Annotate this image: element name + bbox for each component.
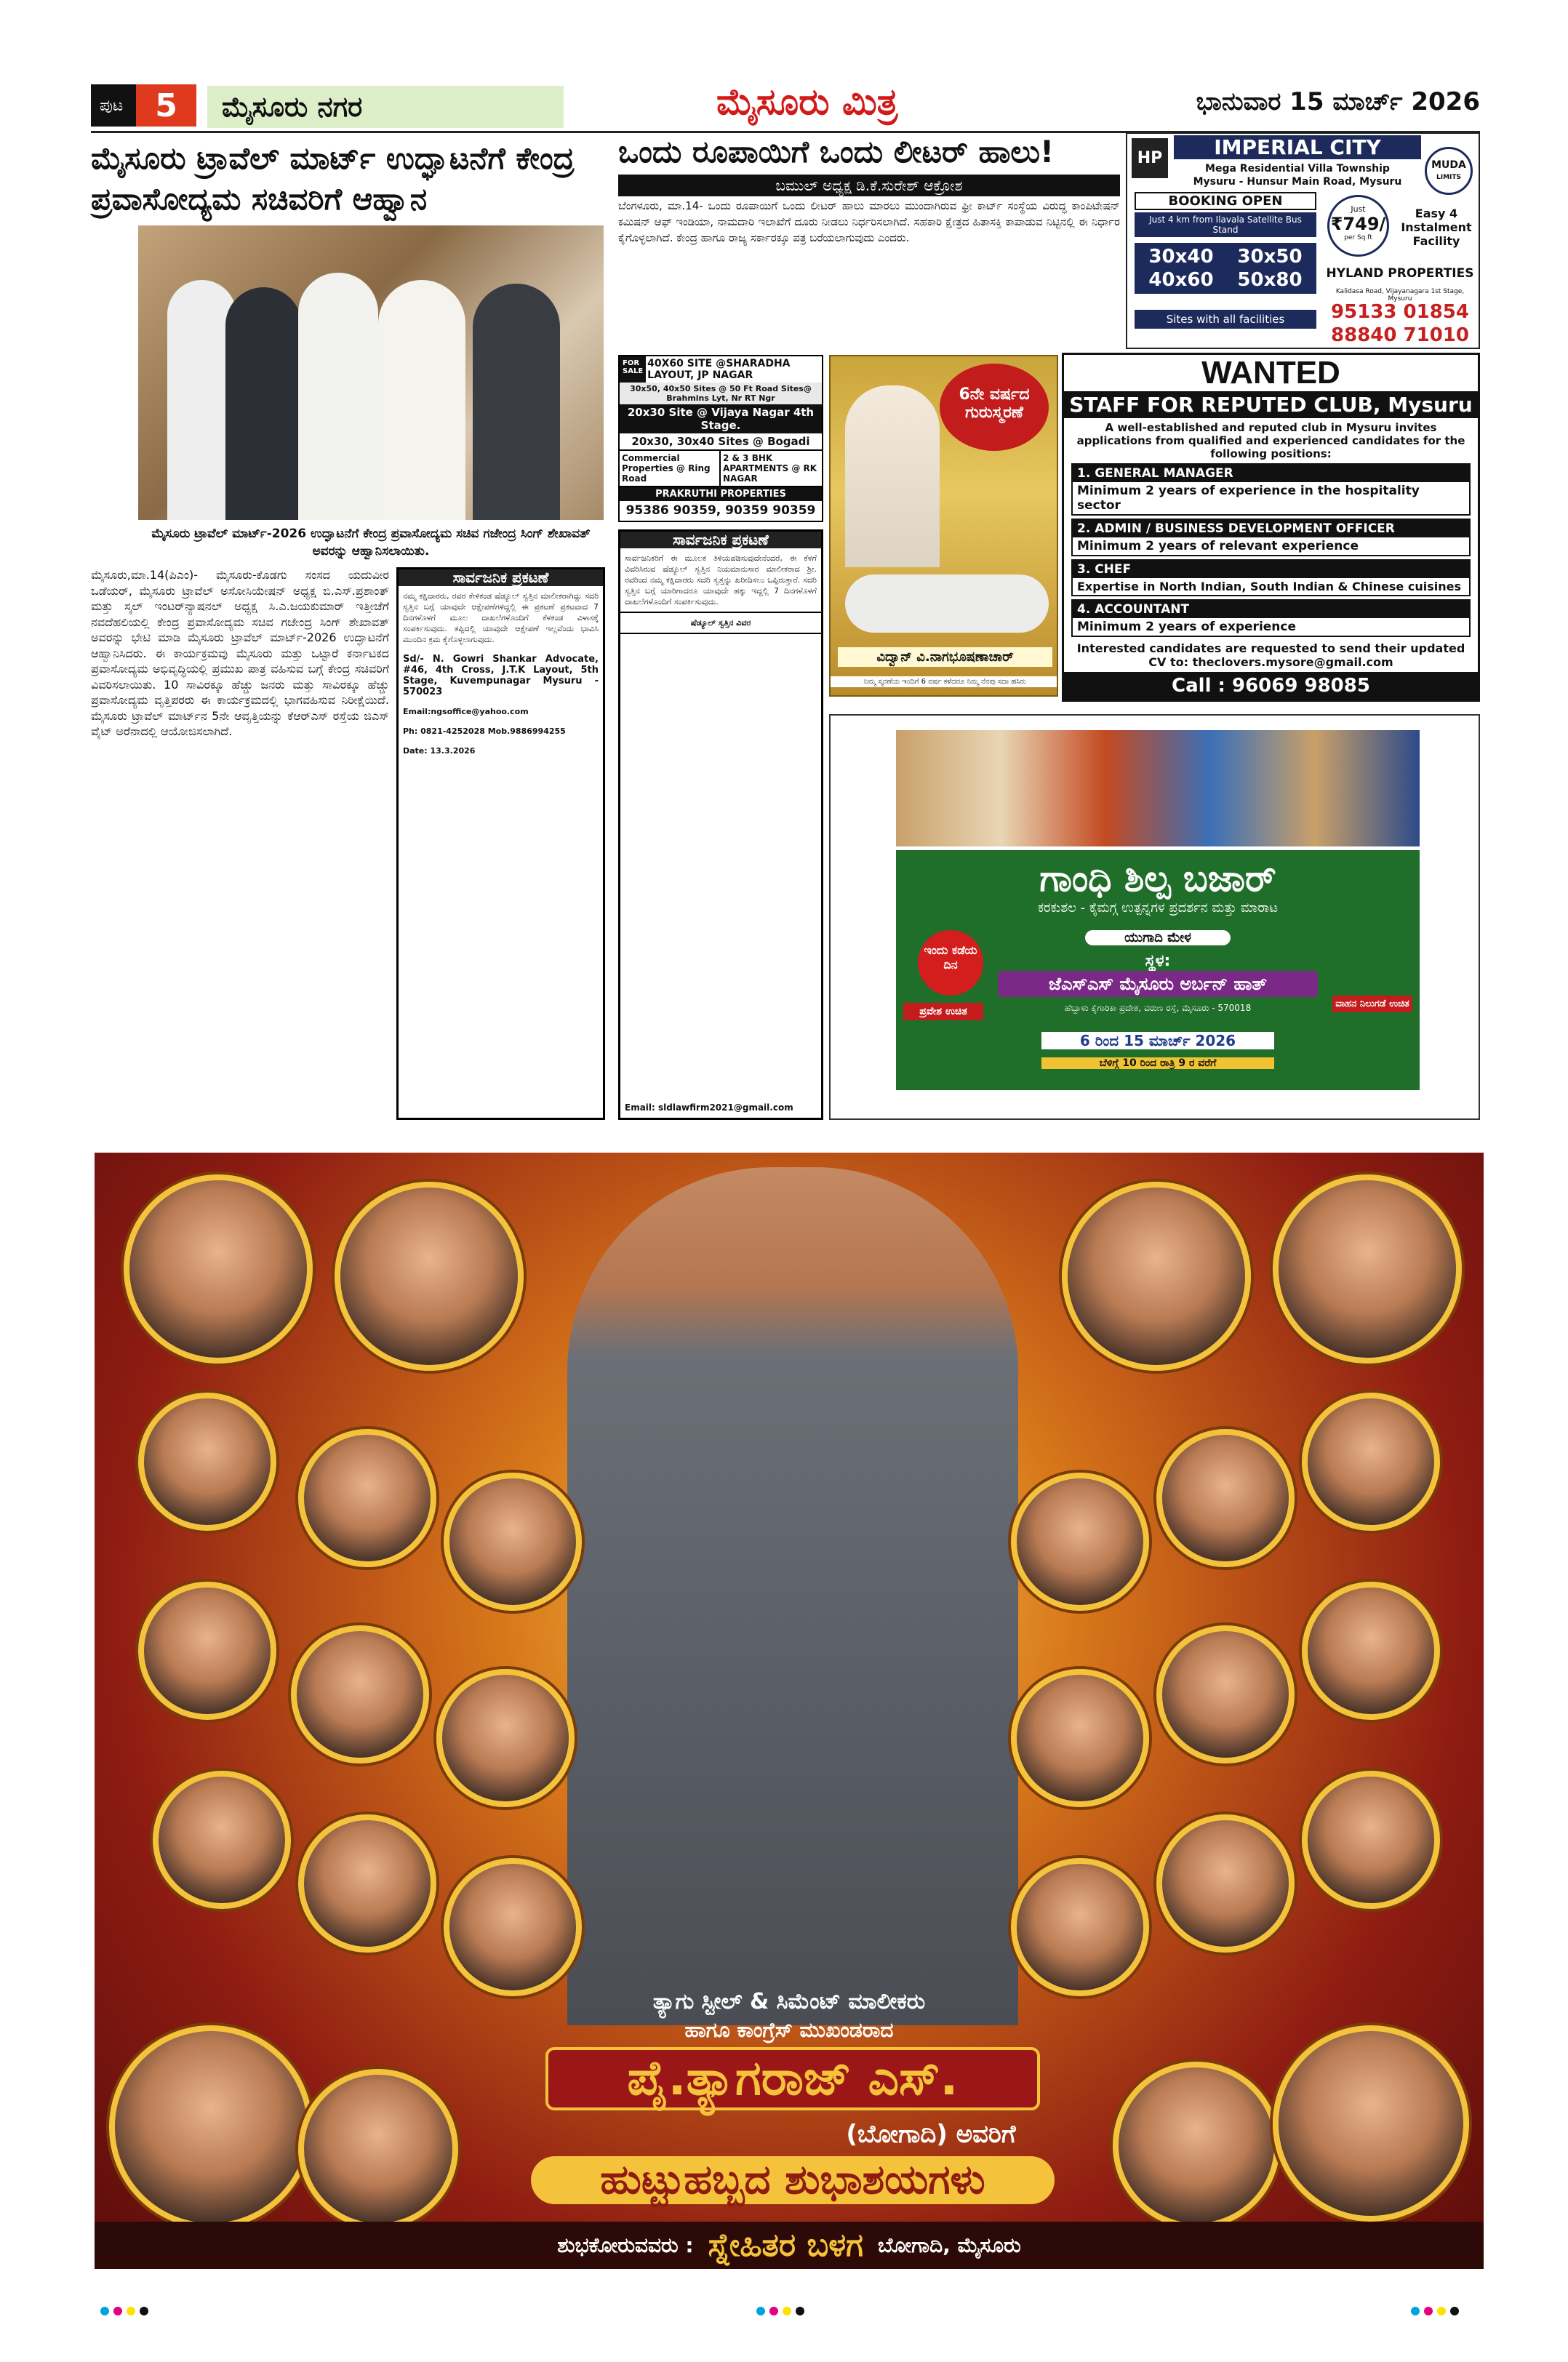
sites-facilities: Sites with all facilities	[1135, 310, 1316, 329]
supporter-photo	[1011, 1669, 1149, 1807]
hyland-properties: HYLAND PROPERTIES	[1326, 266, 1474, 281]
notice-phone: Ph: 0821-4252028 Mob.9886994255	[403, 726, 566, 736]
ad-line2: ಹಾಗೂ ಕಾಂಗ್ರೆಸ್ ಮುಖಂಡರಾದ	[684, 2018, 894, 2042]
veena-instrument	[845, 575, 1049, 633]
supporter-photo	[298, 1429, 436, 1567]
birthday-wish: ಹುಟ್ಟುಹಬ್ಬದ ಶುಭಾಶಯಗಳು	[531, 2156, 1055, 2204]
phone-2: 88840 71010	[1331, 324, 1469, 346]
ad-line1: ತ್ಯಾಗು ಸ್ಟೀಲ್ & ಸಿಮೆಂಟ್ ಮಾಲೀಕರು	[652, 1989, 926, 2014]
celebrant-nickname: (ಬೋಗಾದಿ) ಅವರಿಗೆ	[846, 2120, 1016, 2149]
public-notice-middle	[618, 529, 823, 1120]
wanted-cv: Interested candidates are requested to send their updated CV to: theclovers.mysore@gmail.com	[1076, 641, 1465, 669]
supporter-photo	[1302, 1771, 1440, 1909]
milk-headline: ಒಂದು ರೂಪಾಯಿಗೆ ಒಂದು ಲೀಟರ್ ಹಾಲು!	[618, 134, 1055, 169]
notice-mid-title: ಸಾರ್ವಜನಿಕ ಪ್ರಕಟಣೆ	[620, 532, 821, 548]
main-portrait	[567, 1167, 1018, 2025]
notice-text: ನಮ್ಮ ಕಕ್ಷಿದಾರರು, ರವರ ಕೇಳಿಕಂಡ ಷೆಡ್ಯೂಲ್ ಸ್ವತ್ತಿನ ಮಾಲೀಕರಾಗಿದ್ದು ಸದರಿ ಸ್ವತ್ತಿನ ಬಗ್ಗೆ ಯಾವುದೇ ಆಕ್ಷೇಪಣೆಗಳಿದ್ದಲ್ಲಿ ಈ ಪ್ರಕಟಣೆ ಪ್ರಕಟವಾದ 7 ದಿನಗಳೊಳಗೆ ಮೂಲ ದಾಖಲೆಗಳೊಂದಿಗೆ ಕೆಳಕಂಡ ವಿಳಾಸಕ್ಕೆ ಸಂಪರ್ಕಿಸುವುದು. ತಪ್ಪಿದಲ್ಲಿ ಯಾವುದೇ ಆಕ್ಷೇಪಣೆ ಇಲ್ಲವೆಂದು ಭಾವಿಸಿ ಮುಂದಿನ ಕ್ರಮ ಕೈಗೊಳ್ಳಲಾಗುವುದು.	[403, 591, 599, 644]
supporter-photo	[1011, 1473, 1149, 1611]
page-label: ಪುಟ	[100, 96, 124, 115]
supporter-photo	[1011, 1858, 1149, 1996]
wanted-subtitle: STAFF FOR REPUTED CLUB, Mysuru	[1064, 391, 1478, 418]
muda-badge-line1: MUDA	[1431, 159, 1466, 171]
sharadha-line3: 20x30 Site @ Vijaya Nagar 4th Stage.	[620, 404, 822, 433]
position-item	[1071, 519, 1471, 556]
event-time: ಬೆಳಿಗ್ಗೆ 10 ರಿಂದ ರಾತ್ರಿ 9 ರ ವರೆಗೆ	[1041, 1057, 1274, 1069]
prakruthi-phones: 95386 90359, 90359 90359	[625, 503, 816, 518]
position-req: Minimum 2 years of experience	[1077, 620, 1297, 634]
notice-signature: Sd/- N. Gowri Shankar Advocate, #46, 4th Cross, J.T.K Layout, 5th Stage, Kuvempunagar Mysuru - 570023	[403, 654, 599, 697]
sharadha-line5: Commercial Properties @ Ring Road	[620, 451, 721, 486]
page-tag	[91, 84, 196, 127]
guru-name: ವಿದ್ವಾನ್ ವಿ.ನಾಗಭೂಷಣಾಚಾರ್	[838, 647, 1052, 667]
position-req: Minimum 2 years of experience in the hospitality sector	[1077, 484, 1420, 513]
sharadha-line2: 30x50, 40x50 Sites @ 50 Ft Road Sites@ Brahmins Lyt, Nr RT Ngr	[620, 383, 822, 404]
sharadha-line1: 40X60 SITE @SHARADHA LAYOUT, JP NAGAR	[647, 358, 791, 381]
guru-title: 6ನೇ ವರ್ಷದ ಗುರುಸ್ಮರಣೆ	[940, 364, 1049, 451]
prakruthi-name: PRAKRUTHI PROPERTIES	[620, 487, 822, 501]
hp-logo: HP	[1132, 138, 1168, 178]
notice-title: ಸಾರ್ವಜನಿಕ ಪ್ರಕಟಣೆ	[399, 569, 603, 586]
supporter-photo	[1273, 2025, 1469, 2222]
lead-headline: ಮೈಸೂರು ಟ್ರಾವೆಲ್ ಮಾರ್ಟ್ ಉದ್ಘಾಟನೆಗೆ ಕೇಂದ್ರ ಪ್ರವಾಸೋದ್ಯಮ ಸಚಿವರಿಗೆ ಆಹ್ವಾನ	[91, 140, 575, 217]
supporter-photo	[436, 1669, 575, 1807]
birthday-wishes-ad	[95, 1153, 1484, 2269]
supporter-photo	[138, 1582, 276, 1720]
imperial-subtitle: Mega Residential Villa Township	[1205, 163, 1390, 175]
position-req: Minimum 2 years of relevant experience	[1077, 539, 1359, 553]
section-title: ಮೈಸೂರು ನಗರ	[207, 86, 564, 128]
notice-email[interactable]: Email:ngsoffice@yahoo.com	[403, 707, 529, 716]
from-place: ಬೋಗಾದಿ, ಮೈಸೂರು	[877, 2233, 1021, 2257]
registration-marks-left	[100, 2307, 153, 2315]
shilpa-title: ಗಾಂಧಿ ಶಿಲ್ಪ ಬಜಾರ್	[1039, 857, 1276, 900]
supporter-photo	[153, 1771, 291, 1909]
wanted-intro: A well-established and reputed club in Mysuru invites applications from qualified and experienced candidates for the following positions:	[1076, 421, 1465, 460]
position-item	[1071, 463, 1471, 516]
supporter-photo	[298, 1814, 436, 1953]
supporter-photo	[291, 1625, 429, 1764]
newspaper-logo: ಮೈಸೂರು ಮಿತ್ರ	[716, 80, 898, 123]
lead-photo	[138, 225, 604, 520]
milk-body: ಬೆಂಗಳೂರು, ಮಾ.14- ಒಂದು ರೂಪಾಯಿಗೆ ಒಂದು ಲೀಟರ್ ಹಾಲು ಮಾರಲು ಮುಂದಾಗಿರುವ ಫ್ರೀ ಕಾರ್ಟ್ ಸಂಸ್ಥೆಯ ವಿರುದ್ಧ ಕಾಂಪಿಟೇಷನ್ ಕಮಿಷನ್ ಆಫ್ ಇಂಡಿಯಾ, ನಾಮದಾರಿ ಇಲಾಖೆಗೆ ದೂರು ನೀಡಲು ನಿರ್ಧರಿಸಲಾಗಿದೆ. ಸಹಕಾರಿ ಕ್ಷೇತ್ರದ ಹಿತಾಸಕ್ತಿ ಕಾಪಾಡುವ ನಿಟ್ಟಿನಲ್ಲಿ ಈ ನಿರ್ಧಾರ ಕೈಗೊಳ್ಳಲಾಗಿದೆ. ಕೇಂದ್ರ ಹಾಗೂ ರಾಜ್ಯ ಸರ್ಕಾರಕ್ಕೂ ಪತ್ರ ಬರೆಯಲಾಗುವುದು ಎಂದರು.	[618, 199, 1120, 244]
supporter-photo	[444, 1473, 582, 1611]
position-req: Expertise in North Indian, South Indian & Chinese cuisines	[1077, 580, 1461, 593]
notice-mid-schedule: ಷೆಡ್ಯೂಲ್ ಸ್ವತ್ತಿನ ವಿವರ	[620, 612, 821, 634]
instalment-facility: Easy 4 Instalment Facility	[1401, 207, 1472, 248]
prakruthi-properties-ad	[618, 355, 823, 522]
free-parking: ವಾಹನ ನಿಲುಗಡೆ ಉಚಿತ	[1332, 996, 1412, 1012]
hyland-address: Kalidasa Road, Vijayanagara 1st Stage, Mysuru	[1335, 288, 1465, 303]
phone-1: 95133 01854	[1331, 301, 1469, 323]
position-item	[1071, 599, 1471, 637]
venue-label: ಸ್ಥಳ:	[1145, 952, 1171, 970]
green-panel	[896, 850, 1420, 1090]
supporter-photo	[298, 2069, 458, 2229]
sharadha-line4: 20x30, 30x40 Sites @ Bogadi	[620, 433, 822, 451]
size-30x40: 30x40	[1148, 246, 1214, 268]
masthead	[91, 80, 1480, 131]
position-name: 4. ACCOUNTANT	[1073, 601, 1469, 618]
public-notice-left	[396, 567, 605, 1120]
supporter-photo	[444, 1858, 582, 1996]
from-group: ಸ್ನೇಹಿತರ ಬಳಗ	[708, 2227, 863, 2264]
wanted-staff-ad	[1062, 353, 1480, 702]
supporter-photo	[1156, 1814, 1295, 1953]
position-name: 1. GENERAL MANAGER	[1073, 465, 1469, 482]
venue-address: ಹೆಬ್ಬಾಳು ಕೈಗಾರಿಕಾ ಪ್ರದೇಶ, ವರುಣ ರಸ್ತೆ, ಮೈಸೂರು - 570018	[1064, 1003, 1252, 1013]
free-entry: ಪ್ರವೇಶ ಉಚಿತ	[903, 1003, 983, 1020]
notice-mid-email[interactable]: Email: sldlawfirm2021@gmail.com	[625, 1102, 793, 1113]
ad-footer	[95, 2222, 1484, 2269]
supporter-photo	[109, 2025, 313, 2229]
imperial-distance: Just 4 km from Ilavala Satellite Bus Stand	[1135, 212, 1316, 237]
portrait-leader-2	[335, 1182, 524, 1371]
portrait-leader-3	[1062, 1182, 1251, 1371]
guru-smarane-ad	[829, 355, 1058, 697]
page-number: 5	[136, 84, 196, 127]
gandhi-shilpa-bazaar-ad	[829, 714, 1480, 1120]
size-40x60: 40x60	[1148, 269, 1214, 291]
wanted-call: Call : 96069 98085	[1064, 672, 1478, 700]
supporter-photo	[138, 1393, 276, 1531]
celebrant-name: ಪೈ.ತ್ಯಾಗರಾಜ್ ಎಸ್.	[545, 2047, 1040, 2110]
size-30x50: 30x50	[1237, 246, 1303, 268]
supporter-photo	[1302, 1393, 1440, 1531]
supporter-photo	[1156, 1625, 1295, 1764]
registration-marks-right	[1411, 2307, 1463, 2315]
imperial-title: IMPERIAL CITY	[1174, 135, 1421, 159]
position-name: 2. ADMIN / BUSINESS DEVELOPMENT OFFICER	[1073, 520, 1469, 537]
notice-date: Date: 13.3.2026	[403, 746, 476, 756]
portrait-leader-4	[1273, 1174, 1462, 1364]
registration-marks-center	[756, 2307, 809, 2315]
imperial-city-ad	[1126, 132, 1480, 349]
last-day-badge: ಇಂದು ಕಡೆಯ ದಿನ	[918, 930, 983, 996]
muda-badge	[1425, 147, 1473, 195]
imperial-road: Mysuru - Hunsur Main Road, Mysuru	[1193, 176, 1402, 188]
booking-open: BOOKING OPEN	[1135, 192, 1316, 210]
supporter-photo	[1156, 1429, 1295, 1567]
event-dates: 6 ರಿಂದ 15 ಮಾರ್ಚ್ 2026	[1041, 1032, 1274, 1049]
wanted-title: WANTED	[1201, 355, 1340, 391]
price-just: Just	[1351, 204, 1366, 214]
lead-body: ಮೈಸೂರು,ಮಾ.14(ಪಿಎಂ)- ಮೈಸೂರು-ಕೊಡಗು ಸಂಸದ ಯದುವೀರ ಒಡೆಯರ್, ಮೈಸೂರು ಟ್ರಾವೆಲ್ ಅಸೋಸಿಯೇಷನ್ ಅಧ್ಯಕ್ಷ ಬಿ.ಎಸ್.ಪ್ರಶಾಂತ್ ಮತ್ತು ಸ್ಕಲ್ ಇಂಟರ್‌ನ್ಯಾಷನಲ್ ಅಧ್ಯಕ್ಷ ಸಿ.ಎ.ಜಯಕುಮಾರ್ ಇತ್ತೀಚೆಗೆ ನವದೆಹಲಿಯಲ್ಲಿ ಕೇಂದ್ರ ಪ್ರವಾಸೋದ್ಯಮ ಸಚಿವ ಗಜೇಂದ್ರ ಸಿಂಗ್ ಶೇಖಾವತ್ ಅವರನ್ನು ಭೇಟಿ ಮಾಡಿ ಮೈಸೂರು ಟ್ರಾವೆಲ್ ಮಾರ್ಟ್-2026 ಉದ್ಘಾಟನೆಗೆ ಆಹ್ವಾನಿಸಿದರು. ಈ ಕಾರ್ಯಕ್ರಮವು ಮೈಸೂರು ಮತ್ತು ಒಟ್ಟಾರೆ ಕರ್ನಾಟಕದ ಪ್ರವಾಸೋದ್ಯಮ ಅಭಿವೃದ್ಧಿಯಲ್ಲಿ ಪ್ರಮುಖ ಪಾತ್ರ ವಹಿಸುವ ಬಗ್ಗೆ ಕೇಂದ್ರ ಸಚಿವರಿಗೆ ವಿವರಿಸಲಾಯಿತು. 10 ಸಾವಿರಕ್ಕೂ ಹೆಚ್ಚು ಜನರು ಮತ್ತು ಸಾವಿರಕ್ಕೂ ಹೆಚ್ಚು ಪ್ರವಾಸೋದ್ಯಮ ವೃತ್ತಿಪರರು ಈ ಕಾರ್ಯಕ್ರಮದಲ್ಲಿ ಭಾಗವಹಿಸುವ ನಿರೀಕ್ಷೆಯಿದೆ. ಮೈಸೂರು ಟ್ರಾವೆಲ್ ಮಾರ್ಟ್‌ನ 5ನೇ ಆವೃತ್ತಿಯನ್ನು ಕೆಆರ್‌ಎಸ್ ರಸ್ತೆಯ ಜಿಎಸ್ ವೈಟ್ ಅರೆನಾದಲ್ಲಿ ಆಯೋಜಿಸಲಾಗಿದೆ.	[91, 568, 389, 738]
price-unit: per Sq.ft	[1344, 234, 1372, 241]
sharadha-line6: 2 & 3 BHK APARTMENTS @ RK NAGAR	[723, 453, 817, 484]
supporter-photo	[1113, 2062, 1280, 2229]
for-sale-tag: FOR SALE	[620, 356, 646, 383]
milk-subhead: ಬಮುಲ್ ಅಧ್ಯಕ್ಷ ಡಿ.ಕೆ.ಸುರೇಶ್ ಆಕ್ರೋಶ	[618, 175, 1120, 196]
supporter-photo	[1302, 1582, 1440, 1720]
muda-badge-line2: LIMITS	[1436, 174, 1461, 181]
venue-name: ಜೆಎಸ್‌ಎಸ್ ಮೈಸೂರು ಅರ್ಬನ್ ಹಾತ್	[998, 971, 1318, 997]
guru-footer: ನಿಮ್ಮ ಸ್ಮರಣೆಯ ಇಂದಿಗೆ 6 ವರ್ಷ ಕಳೆದರೂ ನಿಮ್ಮ ನೆನಪು ಸದಾ ಹಸಿರು	[831, 676, 1058, 687]
site-sizes	[1135, 243, 1316, 294]
notice-mid-text: ಸಾರ್ವಜನಿಕರಿಗೆ ಈ ಮೂಲಕ ತಿಳಿಯಪಡಿಸುವುದೇನೆಂದರೆ, ಈ ಕೆಳಗೆ ವಿವರಿಸಿರುವ ಷೆಡ್ಯೂಲ್ ಸ್ವತ್ತಿನ ನಿಯಮಾನುಸಾರ ಮಾಲೀಕರಾದ ಶ್ರೀ. ರವರಿಂದ ನಮ್ಮ ಕಕ್ಷಿದಾರರು ಸದರಿ ಸ್ವತ್ತನ್ನು ಖರೀದಿಸಲು ಒಪ್ಪಿರುತ್ತಾರೆ. ಸದರಿ ಸ್ವತ್ತಿನ ಬಗ್ಗೆ ಯಾರಿಗಾದರೂ ಯಾವುದೇ ಹಕ್ಕು ಇದ್ದಲ್ಲಿ 7 ದಿನಗಳೊಳಗೆ ದಾಖಲೆಗಳೊಂದಿಗೆ ಸಂಪರ್ಕಿಸುವುದು.	[625, 553, 817, 606]
from-label: ಶುಭಕೋರುವವರು :	[557, 2233, 694, 2257]
position-item	[1071, 559, 1471, 596]
ugadi-mela: ಯುಗಾದಿ ಮೇಳ	[1085, 930, 1231, 945]
shilpa-subtitle: ಕರಕುಶಲ - ಕೈಮಗ್ಗ ಉತ್ಪನ್ನಗಳ ಪ್ರದರ್ಶನ ಮತ್ತು ಮಾರಾಟ	[1037, 900, 1279, 916]
guru-portrait	[845, 385, 940, 567]
price-value: ₹749/	[1330, 214, 1386, 234]
position-name: 3. CHEF	[1073, 561, 1469, 578]
issue-date: ಭಾನುವಾರ 15 ಮಾರ್ಚ್ 2026	[1196, 87, 1480, 116]
lead-caption: ಮೈಸೂರು ಟ್ರಾವೆಲ್ ಮಾರ್ಟ್-2026 ಉದ್ಘಾಟನೆಗೆ ಕೇಂದ್ರ ಪ್ರವಾಸೋದ್ಯಮ ಸಚಿವ ಗಜೇಂದ್ರ ಸಿಂಗ್ ಶೇಖಾವತ್ ಅವರನ್ನು ಆಹ್ವಾನಿಸಲಾಯಿತು.	[151, 527, 591, 559]
positions-list	[1064, 463, 1478, 637]
handicraft-banner	[896, 730, 1420, 846]
price-badge	[1327, 195, 1389, 257]
portrait-leader-1	[124, 1174, 313, 1364]
size-50x80: 50x80	[1237, 269, 1303, 291]
